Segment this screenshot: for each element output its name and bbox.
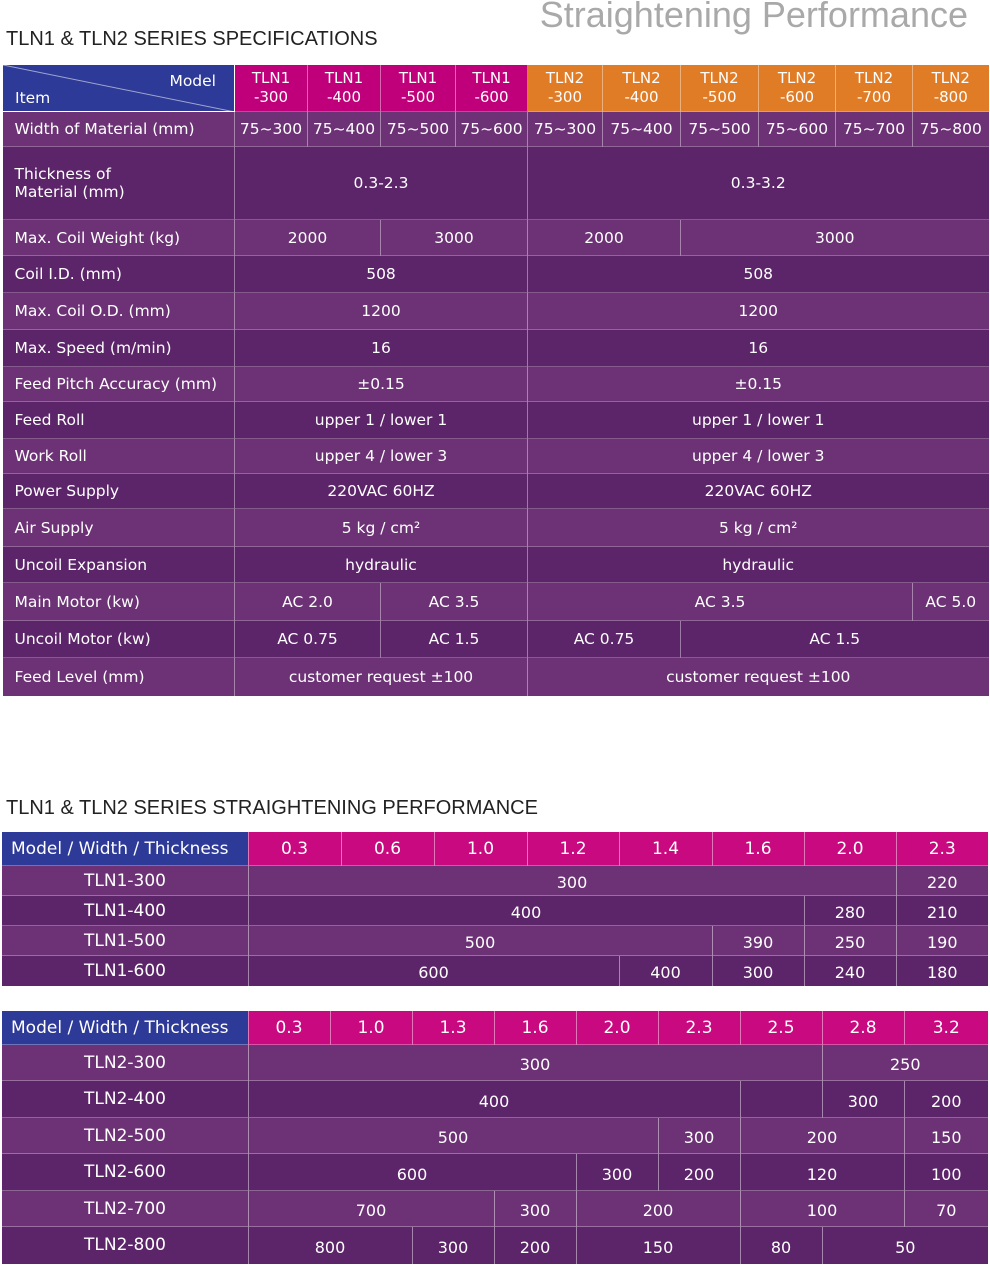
corner-model-label: Model [169, 72, 216, 90]
model-size: -400 [326, 88, 362, 106]
spec-row-label: Main Motor (kw) [3, 583, 235, 621]
perf-value: 100 [904, 1154, 988, 1191]
perf-value: 150 [576, 1227, 740, 1264]
model-series: TLN2 [777, 69, 817, 87]
perf-value: 300 [658, 1118, 740, 1154]
spec-row-label: Air Supply [3, 509, 235, 547]
perf-value: 400 [248, 1081, 740, 1118]
model-header-tln2-800 [913, 65, 989, 112]
perf-row [2, 1081, 988, 1118]
perf-value: 80 [740, 1227, 822, 1264]
model-header-tln2-600 [759, 65, 836, 112]
corner-item-label: Item [15, 89, 51, 107]
spec-row [3, 147, 989, 220]
thickness-header: 0.3 [248, 1011, 330, 1045]
spec-row [3, 658, 989, 696]
perf-value: 200 [740, 1118, 904, 1154]
perf-value: 700 [248, 1191, 494, 1227]
model-series: TLN2 [622, 69, 661, 87]
perf-value: 220 [896, 866, 988, 896]
model-size: -600 [779, 88, 815, 106]
spec-value: 75~400 [308, 112, 381, 147]
model-size: -300 [547, 88, 583, 106]
spec-row-label: Coil I.D. (mm) [3, 256, 235, 293]
perf-value: 120 [740, 1154, 904, 1191]
thickness-header: 2.8 [822, 1011, 904, 1045]
perf-value: 500 [248, 1118, 658, 1154]
perf-value: 300 [712, 956, 804, 986]
perf-value: 200 [904, 1081, 988, 1118]
perf-value: 300 [822, 1081, 904, 1118]
model-header-tln2-400 [603, 65, 681, 112]
perf-value: 390 [712, 926, 804, 956]
spec-value: upper 1 / lower 1 [528, 402, 989, 439]
perf-corner-cell: Model / Width / Thickness [2, 1011, 248, 1045]
perf-value: 280 [804, 896, 896, 926]
perf-corner-cell: Model / Width / Thickness [2, 832, 248, 866]
page-title: Straightening Performance [539, 0, 968, 35]
perf-row [2, 866, 988, 896]
model-size: -700 [856, 88, 892, 106]
perf-row [2, 896, 988, 926]
spec-row [3, 367, 989, 402]
spec-value: ±0.15 [528, 367, 989, 402]
spec-value: 220VAC 60HZ [235, 474, 528, 509]
perf-value: 210 [896, 896, 988, 926]
perf-value: 240 [804, 956, 896, 986]
spec-row [3, 293, 989, 330]
perf-value: 300 [576, 1154, 658, 1191]
thickness-header: 1.0 [330, 1011, 412, 1045]
spec-value: 75~400 [603, 112, 681, 147]
spec-row-label: Feed Roll [3, 402, 235, 439]
model-size: -500 [400, 88, 436, 106]
perf-row [2, 1045, 988, 1081]
perf-value: 50 [822, 1227, 988, 1264]
spec-value: 508 [235, 256, 528, 293]
perf-row [2, 1154, 988, 1191]
spec-value: AC 0.75 [528, 621, 681, 658]
thickness-header: 1.0 [434, 832, 527, 866]
spec-value: AC 1.5 [381, 621, 528, 658]
thickness-header: 2.3 [896, 832, 988, 866]
spec-value: 5 kg / cm² [528, 509, 989, 547]
spec-row [3, 439, 989, 474]
spec-corner-cell [3, 65, 235, 112]
spec-row-label: Max. Speed (m/min) [3, 330, 235, 367]
spec-row-label: Max. Coil O.D. (mm) [3, 293, 235, 330]
perf-header-row [2, 832, 988, 866]
thickness-header: 0.6 [341, 832, 434, 866]
spec-value: customer request ±100 [235, 658, 528, 696]
perf-header-row [2, 1011, 988, 1045]
spec-value: 5 kg / cm² [235, 509, 528, 547]
spec-value: AC 5.0 [913, 583, 989, 621]
model-header-tln1-600 [456, 65, 528, 112]
perf-row [2, 926, 988, 956]
spec-value: 75~300 [528, 112, 603, 147]
perf-value: 190 [896, 926, 988, 956]
spec-value: AC 3.5 [528, 583, 913, 621]
specifications-table [2, 64, 989, 696]
spec-section-title: TLN1 & TLN2 SERIES SPECIFICATIONS [6, 28, 378, 50]
perf-value: 800 [248, 1227, 412, 1264]
spec-row [3, 547, 989, 583]
spec-value: 1200 [528, 293, 989, 330]
model-header-tln1-500 [381, 65, 456, 112]
spec-row [3, 402, 989, 439]
model-size: -600 [474, 88, 509, 106]
perf-value: 400 [619, 956, 712, 986]
thickness-header: 2.0 [804, 832, 896, 866]
perf-value: 200 [658, 1154, 740, 1191]
thickness-header: 2.0 [576, 1011, 658, 1045]
thickness-header: 0.3 [248, 832, 341, 866]
perf-section-title: TLN1 & TLN2 SERIES STRAIGHTENING PERFORMANCE [6, 797, 538, 819]
model-size: -300 [253, 88, 289, 106]
spec-value: 16 [528, 330, 989, 367]
tln2-performance-table [2, 1010, 988, 1264]
tln1-performance-table [2, 831, 988, 986]
spec-value: AC 0.75 [235, 621, 381, 658]
model-header-tln2-700 [836, 65, 913, 112]
thickness-header: 1.2 [527, 832, 619, 866]
perf-model-label: TLN1-300 [2, 866, 248, 896]
perf-model-label: TLN2-600 [2, 1154, 248, 1191]
thickness-header: 2.5 [740, 1011, 822, 1045]
spec-row [3, 621, 989, 658]
spec-value: upper 4 / lower 3 [235, 439, 528, 474]
perf-model-label: TLN2-800 [2, 1227, 248, 1264]
spec-value: ±0.15 [235, 367, 528, 402]
spec-row [3, 474, 989, 509]
perf-value: 150 [904, 1118, 988, 1154]
perf-value: 100 [740, 1191, 904, 1227]
perf-value: 180 [896, 956, 988, 986]
spec-value: 2000 [528, 220, 681, 256]
spec-value: customer request ±100 [528, 658, 989, 696]
perf-value: 70 [904, 1191, 988, 1227]
spec-row [3, 509, 989, 547]
model-header-tln1-300 [235, 65, 308, 112]
spec-value: 75~500 [381, 112, 456, 147]
perf-value: 250 [804, 926, 896, 956]
spec-value: 75~600 [759, 112, 836, 147]
spec-value: 3000 [681, 220, 989, 256]
spec-row-label: Feed Level (mm) [3, 658, 235, 696]
spec-value: 220VAC 60HZ [528, 474, 989, 509]
spec-value: 0.3-2.3 [235, 147, 528, 220]
spec-row [3, 583, 989, 621]
spec-row-label: Uncoil Expansion [3, 547, 235, 583]
perf-model-label: TLN2-700 [2, 1191, 248, 1227]
perf-model-label: TLN1-600 [2, 956, 248, 986]
perf-model-label: TLN2-300 [2, 1045, 248, 1081]
spec-value: 0.3-3.2 [528, 147, 989, 220]
thickness-header: 1.6 [494, 1011, 576, 1045]
spec-value: 2000 [235, 220, 381, 256]
perf-row [2, 1118, 988, 1154]
spec-value: 16 [235, 330, 528, 367]
model-header-tln2-300 [528, 65, 603, 112]
thickness-header: 1.3 [412, 1011, 494, 1045]
model-series: TLN2 [931, 69, 970, 87]
perf-model-label: TLN1-400 [2, 896, 248, 926]
perf-row [2, 1191, 988, 1227]
model-series: TLN2 [545, 69, 585, 87]
spec-value: 75~700 [836, 112, 913, 147]
model-series: TLN1 [251, 69, 291, 87]
spec-value: AC 2.0 [235, 583, 381, 621]
perf-value: 500 [248, 926, 712, 956]
perf-value: 250 [822, 1045, 988, 1081]
spec-row-label: Uncoil Motor (kw) [3, 621, 235, 658]
model-size: -800 [933, 88, 968, 106]
perf-value: 300 [248, 1045, 822, 1081]
thickness-header: 1.6 [712, 832, 804, 866]
spec-value: AC 3.5 [381, 583, 528, 621]
spec-row [3, 112, 989, 147]
perf-value: 300 [412, 1227, 494, 1264]
perf-model-label: TLN1-500 [2, 926, 248, 956]
perf-model-label: TLN2-400 [2, 1081, 248, 1118]
spec-value: 508 [528, 256, 989, 293]
perf-value: 300 [494, 1191, 576, 1227]
spec-row-label: Work Roll [3, 439, 235, 474]
spec-value: 3000 [381, 220, 528, 256]
perf-value: 200 [494, 1227, 576, 1264]
perf-value: 200 [576, 1191, 740, 1227]
model-header-tln2-500 [681, 65, 759, 112]
perf-value: 400 [248, 896, 804, 926]
thickness-header: 2.3 [658, 1011, 740, 1045]
spec-row-label: Power Supply [3, 474, 235, 509]
spec-header-row [3, 65, 989, 112]
spec-value: AC 1.5 [681, 621, 989, 658]
spec-row-label: Thickness of Material (mm) [3, 147, 235, 220]
thickness-header: 3.2 [904, 1011, 988, 1045]
model-series: TLN2 [700, 69, 739, 87]
model-size: -500 [702, 88, 737, 106]
spec-value: 75~500 [681, 112, 759, 147]
perf-value [740, 1081, 822, 1118]
spec-row [3, 256, 989, 293]
spec-value: 75~600 [456, 112, 528, 147]
spec-value: hydraulic [528, 547, 989, 583]
spec-row [3, 220, 989, 256]
model-series: TLN1 [472, 69, 511, 87]
spec-value: hydraulic [235, 547, 528, 583]
model-size: -400 [624, 88, 659, 106]
perf-model-label: TLN2-500 [2, 1118, 248, 1154]
model-series: TLN2 [854, 69, 894, 87]
spec-row-label: Feed Pitch Accuracy (mm) [3, 367, 235, 402]
spec-row [3, 330, 989, 367]
spec-value: 75~800 [913, 112, 989, 147]
perf-value: 300 [248, 866, 896, 896]
model-series: TLN1 [398, 69, 438, 87]
thickness-header: 1.4 [619, 832, 712, 866]
spec-value: upper 4 / lower 3 [528, 439, 989, 474]
spec-row-label: Width of Material (mm) [3, 112, 235, 147]
spec-value: upper 1 / lower 1 [235, 402, 528, 439]
model-header-tln1-400 [308, 65, 381, 112]
spec-row-label: Max. Coil Weight (kg) [3, 220, 235, 256]
spec-value: 1200 [235, 293, 528, 330]
perf-value: 600 [248, 1154, 576, 1191]
perf-value: 600 [248, 956, 619, 986]
perf-row [2, 1227, 988, 1264]
perf-row [2, 956, 988, 986]
spec-value: 75~300 [235, 112, 308, 147]
model-series: TLN1 [324, 69, 364, 87]
